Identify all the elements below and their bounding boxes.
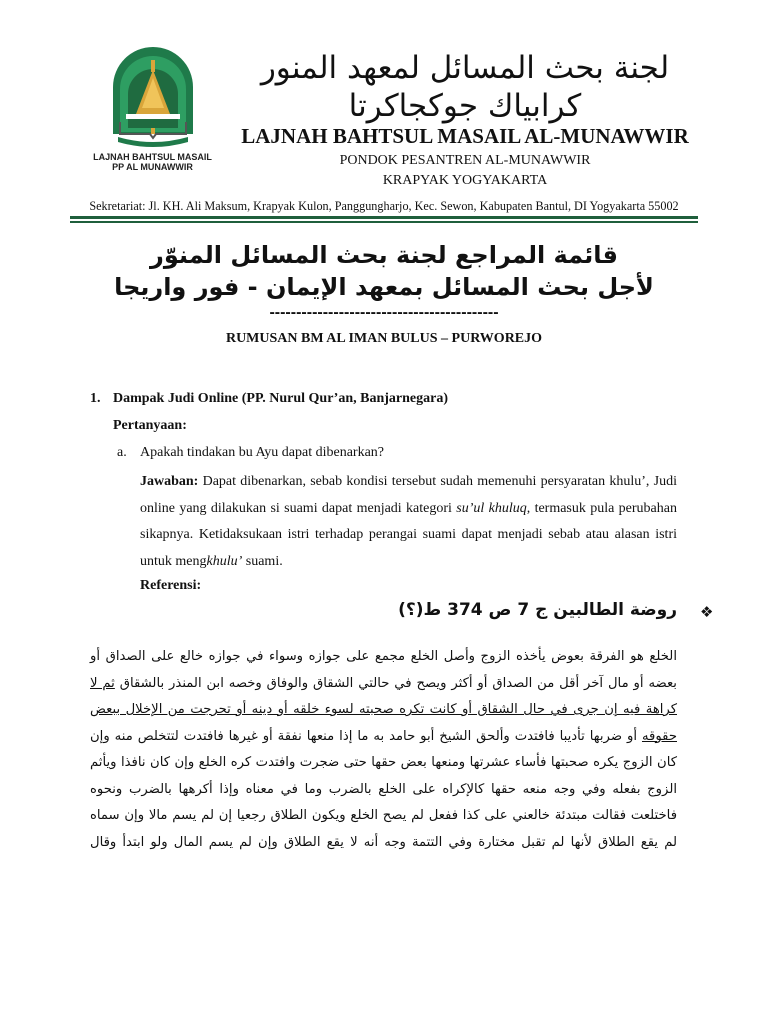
reference-text-2: أو ضربها تأديبا فافتدت وألحق الشيخ أبو حامد به ما إذا منعها نفقة أو غيرها فافتدت لتتخلص منه وإن كان الزوج يكره صحبتها فأساء عشرتها ومنعها بعض حقها حتى ضجرت وافتدت كره الخلع وإن كان نافذا ويأثم الزوج بفعله وفي وجه منعه حقها كالإكراه على الخلع بالضرب وما في معناه وإذا أكرهها بالضرب ونحوه فاختلعت فقالت مبتدئة خالعني على كذا ففعل لم يصح الخلع ويكون الطلاق رجعيا إن لم يسم مالا وإن سماه لم يقع الطلاق لأنها لم تقبل مختارة وفي التتمة وجه أنه لا يقع الطلاق وإن لم يسم المال ولو ابتدأ وقال (90, 728, 677, 850)
reference-source-title: روضة الطالبين ج 7 ص 374 ط(؟) (398, 600, 677, 620)
rumusan-heading: RUMUSAN BM AL IMAN BULUS – PURWOREJO (225, 331, 543, 346)
answer-text-1: Dapat dibenarkan, sebab kondisi tersebut sudah memenuhi persyaratan khulu’, Judi online yang dilakukan si suami dapat menjadi kategori (140, 474, 677, 516)
document-title-arabic-line1: قائمة المراجع لجنة بحث المسائل المنوّر (150, 241, 618, 269)
sub-letter: a. (117, 445, 127, 460)
referensi-label: Referensi: (140, 578, 202, 593)
answer-paragraph (140, 469, 677, 575)
reference-text-1: الخلع هو الفرقة بعوض يأخذه الزوج وأصل الخلع مجمع على جوازه وسواء في جوازه خالع على الصداق أو بعضه أو مال آخر أقل من الصداق أو أكثر ويصح في حالتي الشقاق والوفاق وخصه ابن المنذر بالشقاق (90, 649, 677, 691)
reference-arabic-text (90, 644, 677, 856)
letterhead-name: LAJNAH BAHTSUL MASAIL AL-MUNAWWIR (241, 124, 689, 148)
answer-text-2: , termasuk pula perubahan sikapnya. Ketidaksukaan istri terhadap perangai suami dapat menjadi sebab atau alasan istri untuk meng (140, 500, 677, 569)
title-separator: ------------------------------------------- (269, 304, 499, 321)
logo-caption-line2: PP AL MUNAWWIR (112, 162, 193, 172)
pertanyaan-label: Pertanyaan: (113, 418, 187, 433)
reference-underlined-text: ثم لا كراهة فيه إن جرى في حال الشقاق أو كانت تكره صحبته لسوء خلقه أو دينه أو تحرجت من الإخلال ببعض حقوقه (90, 675, 677, 744)
letterhead-city: KRAPYAK YOGYAKARTA (382, 173, 548, 188)
bullet-diamond-icon: ❖ (700, 603, 714, 621)
answer-text-3: suami. (242, 553, 283, 569)
answer-term-1: su’ul khuluq (456, 500, 527, 516)
logo-caption-line1: LAJNAH BAHTSUL MASAIL (93, 152, 212, 162)
letterhead-arabic-line1: لجنة بحث المسائل لمعهد المنور (260, 50, 670, 86)
letterhead-pondok: PONDOK PESANTREN AL-MUNAWWIR (339, 153, 591, 168)
document-title-arabic-line2: لأجل بحث المسائل بمعهد الإيمان - فور واريجا (114, 273, 654, 301)
header-divider-thin (70, 221, 698, 223)
item-title: Dampak Judi Online (PP. Nurul Qur’an, Banjarnegara) (113, 391, 448, 406)
mosque-dome-icon (98, 42, 208, 150)
jawaban-label: Jawaban: (140, 474, 199, 489)
institution-logo (90, 42, 215, 172)
question-text: Apakah tindakan bu Ayu dapat dibenarkan? (140, 445, 385, 460)
answer-term-2: khulu’ (206, 553, 243, 569)
logo-caption (90, 152, 215, 172)
item-number: 1. (90, 391, 101, 406)
header-divider-thick (70, 216, 698, 219)
letterhead-address: Sekretariat: Jl. KH. Ali Maksum, Krapyak Kulon, Panggungharjo, Kec. Sewon, Kabupaten Bantul, DI Yogyakarta 55002 (89, 199, 679, 213)
letterhead-arabic-line2: كرابياك جوكجاكرتا (348, 88, 582, 124)
